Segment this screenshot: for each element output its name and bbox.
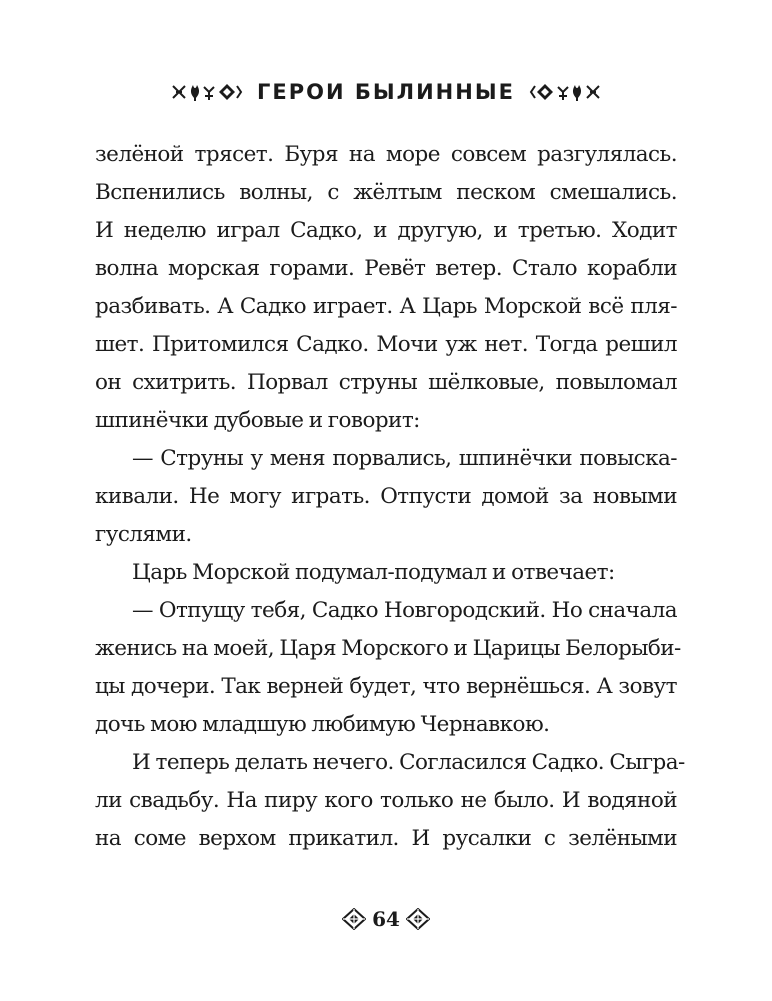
text-line: шет. Притомился Садко. Мочи уж нет. Тогда решил [95,332,677,357]
text-line: зелёной трясет. Буря на море совсем разгулялась. [95,142,677,167]
header-title: ГЕРОИ БЫЛИННЫЕ [257,80,515,104]
text-line: Вспенились волны, с жёлтым песком смешались. [95,180,677,205]
text-line: волна морская горами. Ревёт ветер. Стало корабли [95,256,677,281]
text-line: женись на моей, Царя Морского и Царицы Белорыби- [95,636,681,661]
text-line: на соме верхом прикатил. И русалки с зелёными [95,826,677,851]
text-line: цы дочери. Так верней будет, что вернёшься. А зовут [95,674,677,699]
text-line: дочь мою младшую любимую Чернавкою. [95,712,550,737]
text-line: И теперь делать нечего. Согласился Садко. Сыгра- [132,750,685,775]
text-line: он схитрить. Порвал струны шёлковые, повыломал [95,370,677,395]
text-line: шпинёчки дубовые и говорит: [95,408,420,433]
text-line: Царь Морской подумал-подумал и отвечает: [132,560,615,585]
text-line: гуслями. [95,522,192,547]
left-ornament-icon [171,83,243,101]
page-number: 64 [372,907,400,931]
running-header [0,80,772,104]
body-text [95,136,685,858]
text-line: — Струны у меня порвались, шпинёчки повыска- [132,446,677,471]
text-line: разбивать. А Садко играет. А Царь Морской всё пля- [95,294,677,319]
text-line: — Отпущу тебя, Садко Новгородский. Но сначала [132,598,677,623]
page-footer [0,907,772,931]
right-diamond-ornament-icon [406,908,430,930]
text-line: кивали. Не могу играть. Отпусти домой за новыми [95,484,677,509]
right-ornament-icon [529,83,601,101]
left-diamond-ornament-icon [342,908,366,930]
text-line: И неделю играл Садко, и другую, и третью. Ходит [95,218,677,243]
text-line: ли свадьбу. На пиру кого только не было. И водяной [95,788,677,813]
